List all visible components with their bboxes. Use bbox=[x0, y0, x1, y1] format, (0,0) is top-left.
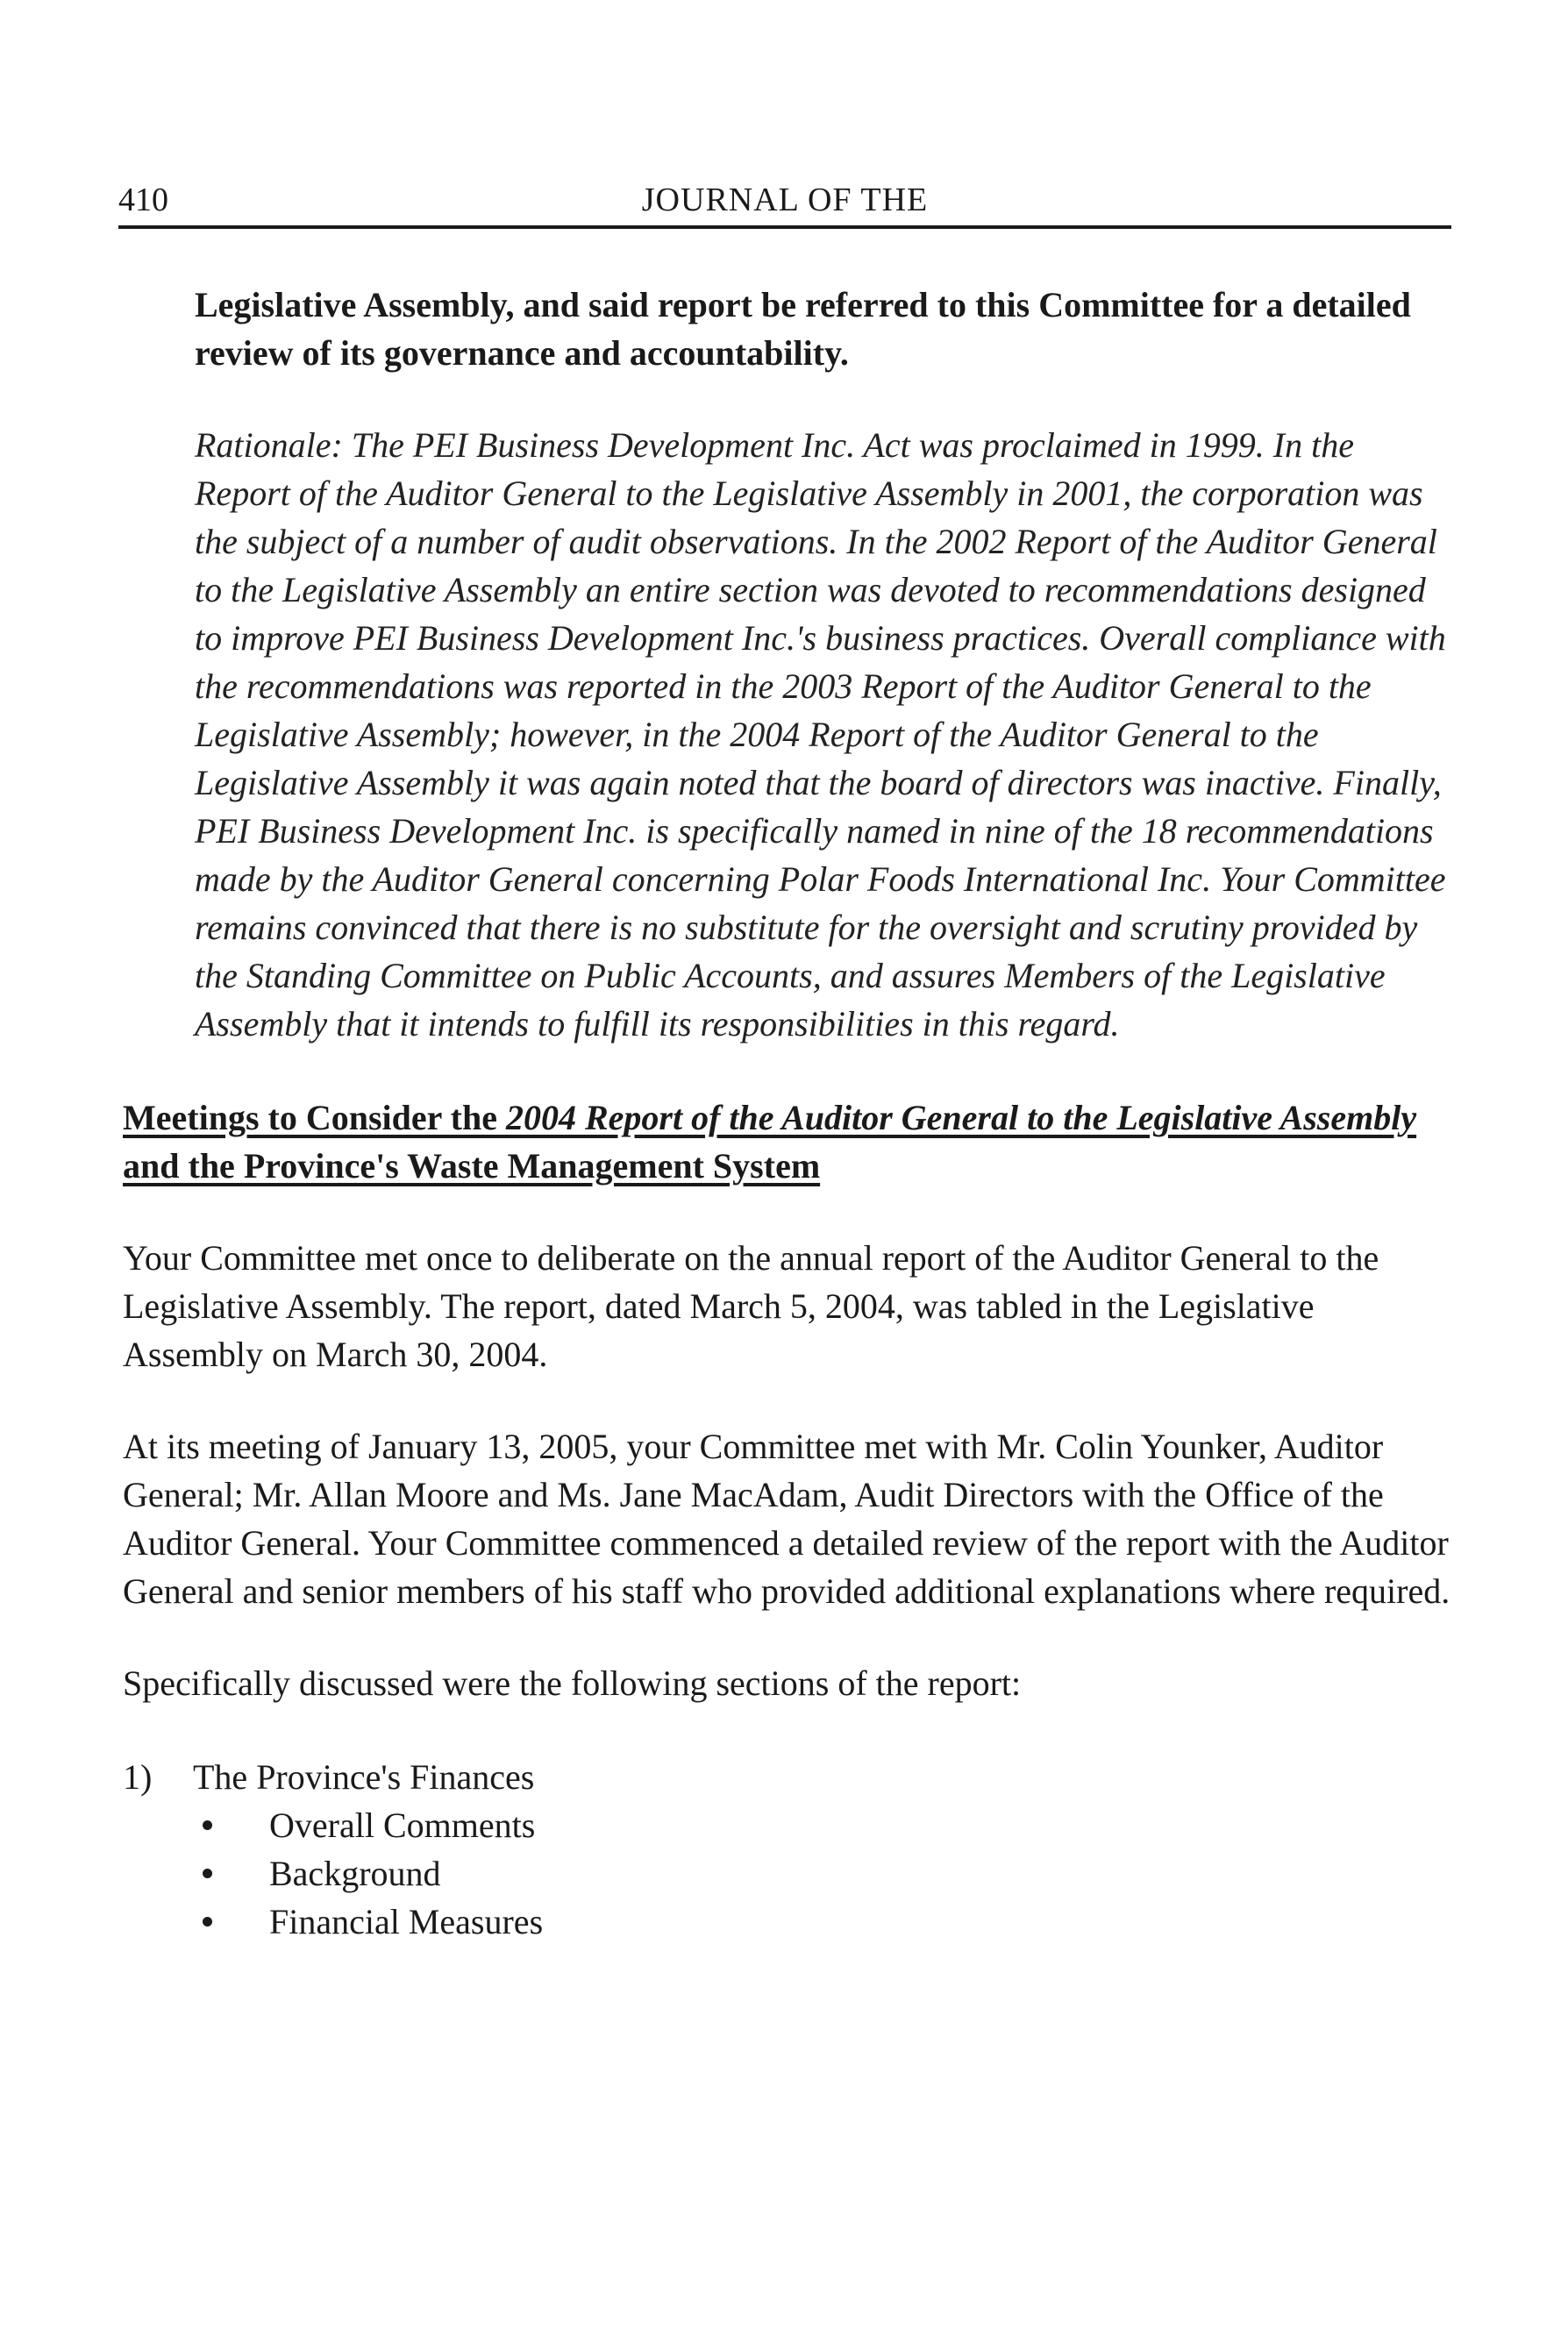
bullet-icon bbox=[203, 1869, 212, 1878]
section-heading bbox=[123, 1093, 1449, 1190]
sub-bullets bbox=[123, 1801, 1449, 1946]
section-heading-suffix: and the Province's Waste Management System bbox=[123, 1146, 821, 1186]
rationale-paragraph: Rationale: The PEI Business Development Inc. Act was proclaimed in 1999. In the Report of the Auditor General to the Legislative Assembly in 2001, the corporation was the subject of a number of audit observations. In the 2002 Report of the Auditor General to the Legislative Assembly an entire section was devoted to recommendations designed to improve PEI Business Development Inc.'s business practices. Overall compliance with the recommendations was reported in the 2003 Report of the Auditor General to the Legislative Assembly; however, in the 2004 Report of the Auditor General to the Legislative Assembly it was again noted that the board of directors was inactive. Finally, PEI Business Development Inc. is specifically named in nine of the 18 recommendations made by the Auditor General concerning Polar Foods International Inc. Your Committee remains convinced that there is no substitute for the oversight and scrutiny provided by the Standing Committee on Public Accounts, and assures Members of the Legislative Assembly that it intends to fulfill its responsibilities in this regard. bbox=[195, 425, 1446, 1043]
bullet-icon bbox=[203, 1820, 212, 1830]
list-item-label: The Province's Finances bbox=[193, 1757, 535, 1797]
section-heading-prefix: Meetings to Consider the bbox=[123, 1098, 506, 1137]
page-content bbox=[123, 281, 1450, 1946]
running-head bbox=[118, 175, 1451, 224]
bullet-icon bbox=[203, 1917, 212, 1926]
bullet-item bbox=[197, 1898, 1449, 1946]
journal-title: JOURNAL OF THE bbox=[641, 182, 929, 218]
body-paragraph-2: At its meeting of January 13, 2005, your Committee met with Mr. Colin Younker, Auditor General; Mr. Allan Moore and Ms. Jane MacAdam, Audit Directors with the Office of the Auditor General. Your Committee commenced a detailed review of the report with the Auditor General and senior members of his staff who provided additional explanations where required. bbox=[123, 1427, 1450, 1611]
bullet-label: Overall Comments bbox=[269, 1805, 536, 1845]
motion-continuation: Legislative Assembly, and said report be referred to this Committee for a detailed review of its governance and accountability. bbox=[195, 285, 1411, 373]
list-item bbox=[123, 1753, 1449, 1946]
bullet-label: Financial Measures bbox=[269, 1902, 544, 1941]
bullet-item bbox=[197, 1849, 1449, 1898]
list-item-number: 1) bbox=[123, 1757, 153, 1797]
bullet-label: Background bbox=[269, 1854, 441, 1893]
body-paragraph-3: Specifically discussed were the following sections of the report: bbox=[123, 1663, 1022, 1703]
body-paragraph-1: Your Committee met once to deliberate on the annual report of the Auditor General to the Legislative Assembly. The report, dated March 5, 2004, was tabled in the Legislative Assembly on March 30, 2004. bbox=[123, 1238, 1379, 1374]
section-heading-report-title: 2004 Report of the Auditor General to the Legislative Assembly bbox=[506, 1098, 1417, 1137]
bullet-item bbox=[197, 1801, 1449, 1849]
sections-list bbox=[123, 1753, 1449, 1946]
header-rule bbox=[118, 225, 1451, 229]
page-number: 410 bbox=[118, 182, 168, 218]
